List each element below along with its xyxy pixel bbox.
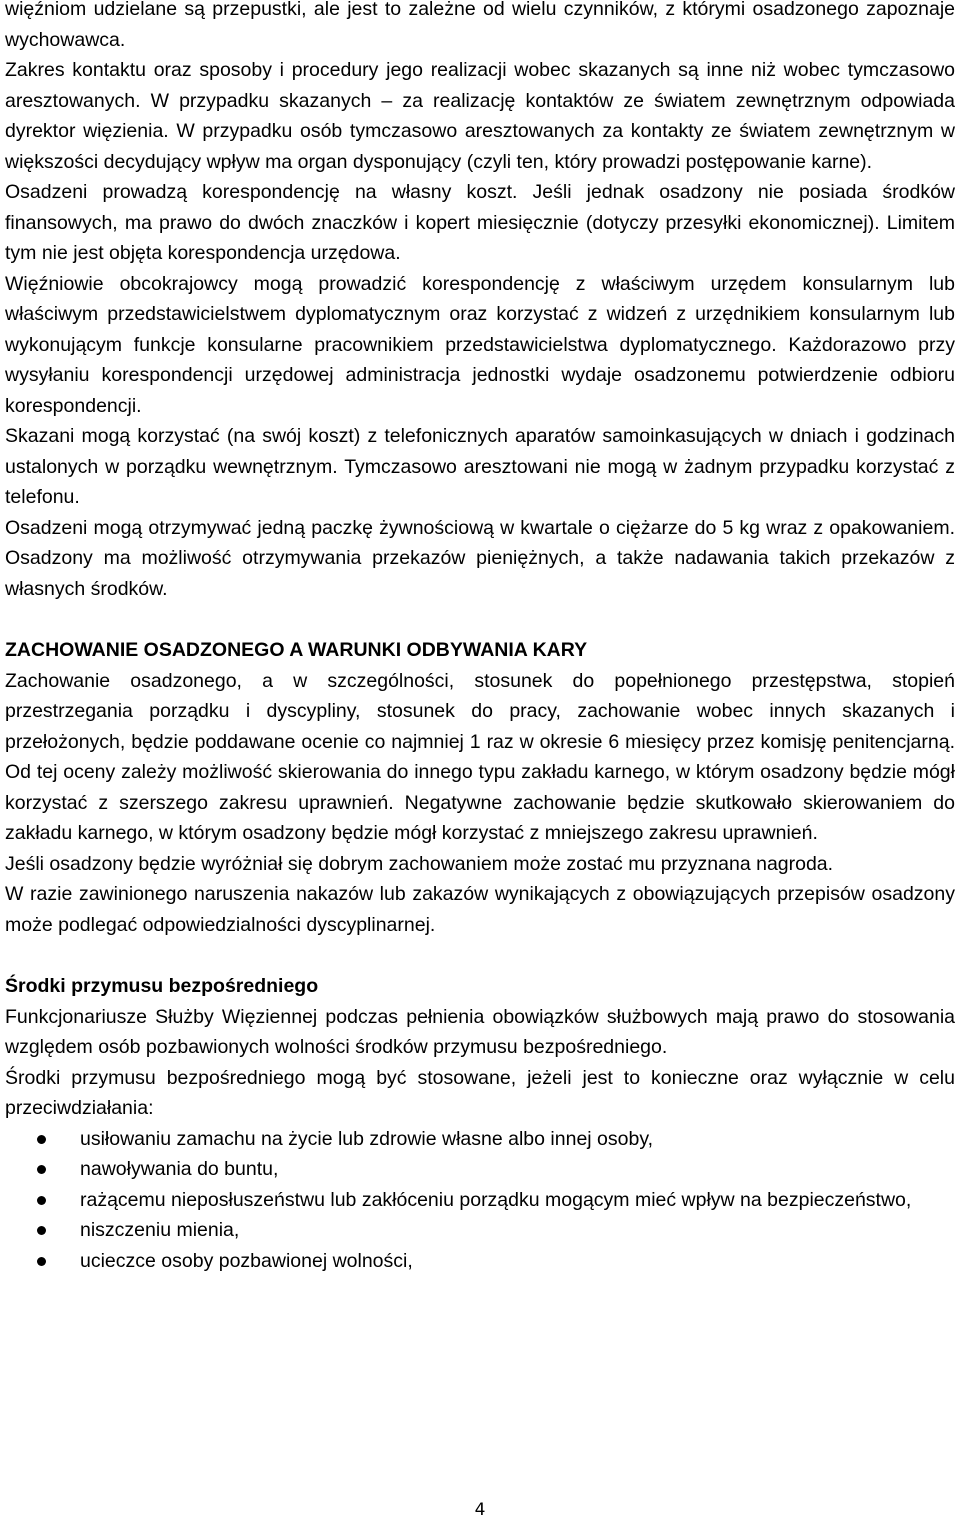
section-heading-coercion: Środki przymusu bezpośredniego: [5, 975, 319, 997]
list-item: [5, 1246, 955, 1277]
paragraph-discipline: W razie zawinionego naruszenia nakazów lub zakazów wynikających z obowiązujących przepisów osadzony może podlegać odpowiedzialności dyscyplinarnej.: [5, 883, 955, 936]
list-item-text: usiłowaniu zamachu na życie lub zdrowie własne albo innej osoby,: [80, 1127, 654, 1150]
bullet-icon: [37, 1257, 46, 1266]
list-item: [5, 1185, 955, 1216]
document-page: [5, 0, 955, 1276]
spacer: [5, 604, 955, 635]
spacer: [5, 940, 955, 971]
bullet-list: [5, 1124, 955, 1277]
list-item-text: rażącemu nieposłuszeństwu lub zakłóceniu porządku mogącym mieć wpływ na bezpieczeństwo,: [80, 1188, 912, 1211]
bullet-icon: [37, 1165, 46, 1174]
bullet-icon: [37, 1135, 46, 1144]
section-heading-conduct: ZACHOWANIE OSADZONEGO A WARUNKI ODBYWANIA KARY: [5, 639, 588, 661]
paragraph-parcels: Osadzeni mogą otrzymywać jedną paczkę żywnościową w kwartale o ciężarze do 5 kg wraz z opakowaniem. Osadzony ma możliwość otrzymywania przekazów pieniężnych, a także nadawania takich przekazów z własnych środków.: [5, 516, 955, 600]
paragraph-coercion-conditions: Środki przymusu bezpośredniego mogą być stosowane, jeżeli jest to konieczne oraz wyłącznie w celu przeciwdziałania:: [5, 1066, 955, 1119]
paragraph-coercion-right: Funkcjonariusze Służby Więziennej podczas pełnienia obowiązków służbowych mają prawo do stosowania względem osób pozbawionych wolności środków przymusu bezpośredniego.: [5, 1005, 955, 1058]
page-number: 4: [474, 1500, 486, 1520]
list-item-text: nawoływania do buntu,: [80, 1158, 279, 1180]
paragraph-contact-scope: Zakres kontaktu oraz sposoby i procedury jego realizacji wobec skazanych są inne niż wobec tymczasowo aresztowanych. W przypadku skazanych – za realizację kontaktów ze światem zewnętrznym odpowiada dyrektor więzienia. W przypadku osób tymczasowo aresztowanych za kontakty ze światem zewnętrznym w większości decydujący wpływ ma organ dysponujący (czyli ten, który prowadzi postępowanie karne).: [5, 59, 955, 173]
list-item: [5, 1215, 955, 1246]
bullet-icon: [37, 1226, 46, 1235]
paragraph-foreign-prisoners: Więźniowie obcokrajowcy mogą prowadzić korespondencję z właściwym urzędem konsularnym lub właściwym przedstawicielstwem dyplomatycznym oraz korzystać z widzeń z urzędnikiem konsularnym lub wykonującym funkcje konsularne pracownikiem przedstawicielstwa dyplomatycznego. Każdorazowo przy wysyłaniu korespondencji urzędowej administracja jednostki wydaje osadzonemu potwierdzenie odbioru korespondencji.: [5, 272, 955, 417]
list-item: [5, 1154, 955, 1185]
paragraph-telephones: Skazani mogą korzystać (na swój koszt) z telefonicznych aparatów samoinkasujących w dniach i godzinach ustalonych w porządku wewnętrznym. Tymczasowo aresztowani nie mogą w żadnym przypadku korzystać z telefonu.: [5, 425, 955, 508]
paragraph-correspondence-cost: Osadzeni prowadzą korespondencję na własny koszt. Jeśli jednak osadzony nie posiada środków finansowych, ma prawo do dwóch znaczków i kopert miesięcznie (dotyczy przesyłki ekonomicznej). Limitem tym nie jest objęta korespondencja urzędowa.: [5, 181, 955, 264]
paragraph-reward: Jeśli osadzony będzie wyróżniał się dobrym zachowaniem może zostać mu przyznana nagroda.: [5, 852, 834, 875]
bullet-icon: [37, 1196, 46, 1205]
list-item-text: niszczeniu mienia,: [80, 1219, 240, 1241]
list-item: [5, 1124, 955, 1155]
paragraph-passes: więźniom udzielane są przepustki, ale jest to zależne od wielu czynników, z którymi osadzonego zapoznaje wychowawca.: [5, 0, 955, 51]
list-item-text: ucieczce osoby pozbawionej wolności,: [80, 1249, 413, 1272]
paragraph-conduct-assessment: Zachowanie osadzonego, a w szczególności, stosunek do popełnionego przestępstwa, stopień przestrzegania porządku i dyscypliny, stosunek do pracy, zachowanie wobec innych skazanych i przełożonych, będzie poddawane ocenie co najmniej 1 raz w okresie 6 miesięcy przez komisję penitencjarną. Od tej oceny zależy możliwość skierowania do innego typu zakładu karnego, w którym osadzony będzie mógł korzystać z szerszego zakresu uprawnień. Negatywne zachowanie będzie skutkowało skierowaniem do zakładu karnego, w którym osadzony będzie mógł korzystać z mniejszego zakresu uprawnień.: [5, 669, 955, 844]
